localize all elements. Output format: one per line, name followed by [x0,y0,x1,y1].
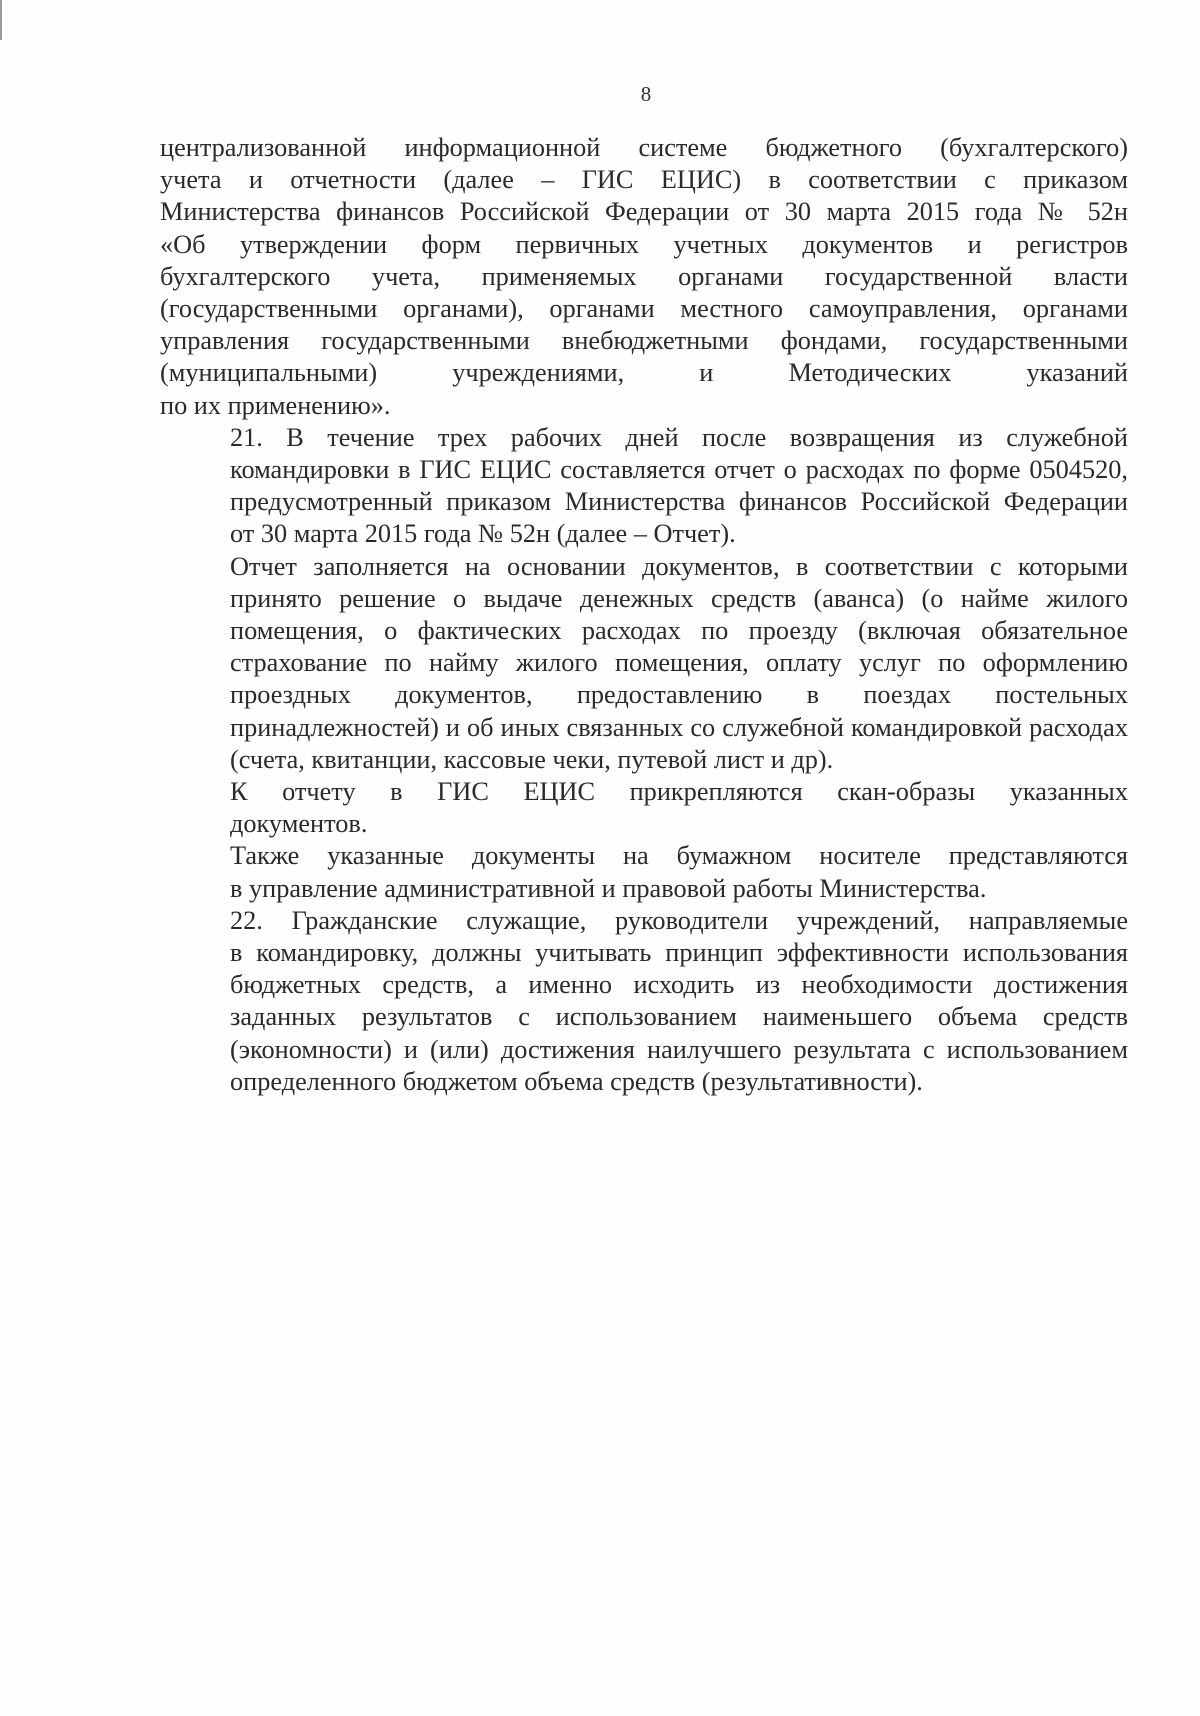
text-line: заданных результатов с использованием наименьшего объема средств [230,1002,1128,1032]
paragraph [160,776,1128,840]
text-line: принято решение о выдаче денежных средств (аванса) (о найме жилого [230,583,1128,613]
text-line: (экономности) и (или) достижения наилучшего результата с использованием [230,1034,1128,1064]
text-line: (счета, квитанции, кассовые чеки, путевой лист и др). [230,744,834,774]
text-line: К отчету в ГИС ЕЦИС прикрепляются скан-образы указанных [230,777,1128,807]
text-line: проездных документов, предоставлению в поездах постельных [230,680,1128,710]
text-line: бюджетных средств, а именно исходить из необходимости достижения [230,970,1128,1000]
text-line: документов. [230,809,368,839]
text-line: Отчет заполняется на основании документов, в соответствии с которыми [230,551,1128,581]
text-line: 21. В течение трех рабочих дней после возвращения из служебной [230,422,1128,452]
text-line: централизованной информационной системе бюджетного (бухгалтерского) [160,133,1128,162]
text-line: в командировку, должны учитывать принцип эффективности использования [230,938,1128,968]
text-line: 22. Гражданские служащие, руководители учреждений, направляемые [230,905,1128,935]
paragraph [160,132,1128,422]
paragraph [160,840,1128,904]
text-line: страхование по найму жилого помещения, оплату услуг по оформлению [230,648,1128,678]
text-line: помещения, о фактических расходах по проезду (включая обязательное [230,616,1128,646]
text-line: управления государственными внебюджетными фондами, государственными [160,326,1128,356]
text-line: принадлежностей) и об иных связанных со служебной командировкой расходах [230,712,1128,742]
text-line: Также указанные документы на бумажном носителе представляются [230,841,1128,871]
text-line: предусмотренный приказом Министерства финансов Российской Федерации [230,487,1128,517]
text-line: (государственными органами), органами местного самоуправления, органами [160,294,1128,324]
text-line: по их применению». [160,390,391,420]
text-line: учета и отчетности (далее – ГИС ЕЦИС) в соответствии с приказом [160,165,1128,195]
text-line: (муниципальными) учреждениями, и Методических указаний [160,358,1128,388]
paragraph [160,551,1128,776]
text-line: в управление административной и правовой работы Министерства. [230,873,987,903]
text-line: Министерства финансов Российской Федерации от 30 марта 2015 года № 52н [160,197,1128,227]
text-line: от 30 марта 2015 года № 52н (далее – Отчет). [230,519,736,549]
paragraph [160,422,1128,551]
text-line: «Об утверждении форм первичных учетных документов и регистров [160,229,1128,259]
document-body [160,132,1128,1098]
text-line: определенного бюджетом объема средств (результативности). [230,1066,923,1096]
text-line: бухгалтерского учета, применяемых органами государственной власти [160,261,1128,291]
paragraph [160,905,1128,1098]
page-number: 8 [640,82,652,106]
text-line: командировки в ГИС ЕЦИС составляется отчет о расходах по форме 0504520, [230,455,1128,485]
scan-edge-mark [0,0,2,40]
